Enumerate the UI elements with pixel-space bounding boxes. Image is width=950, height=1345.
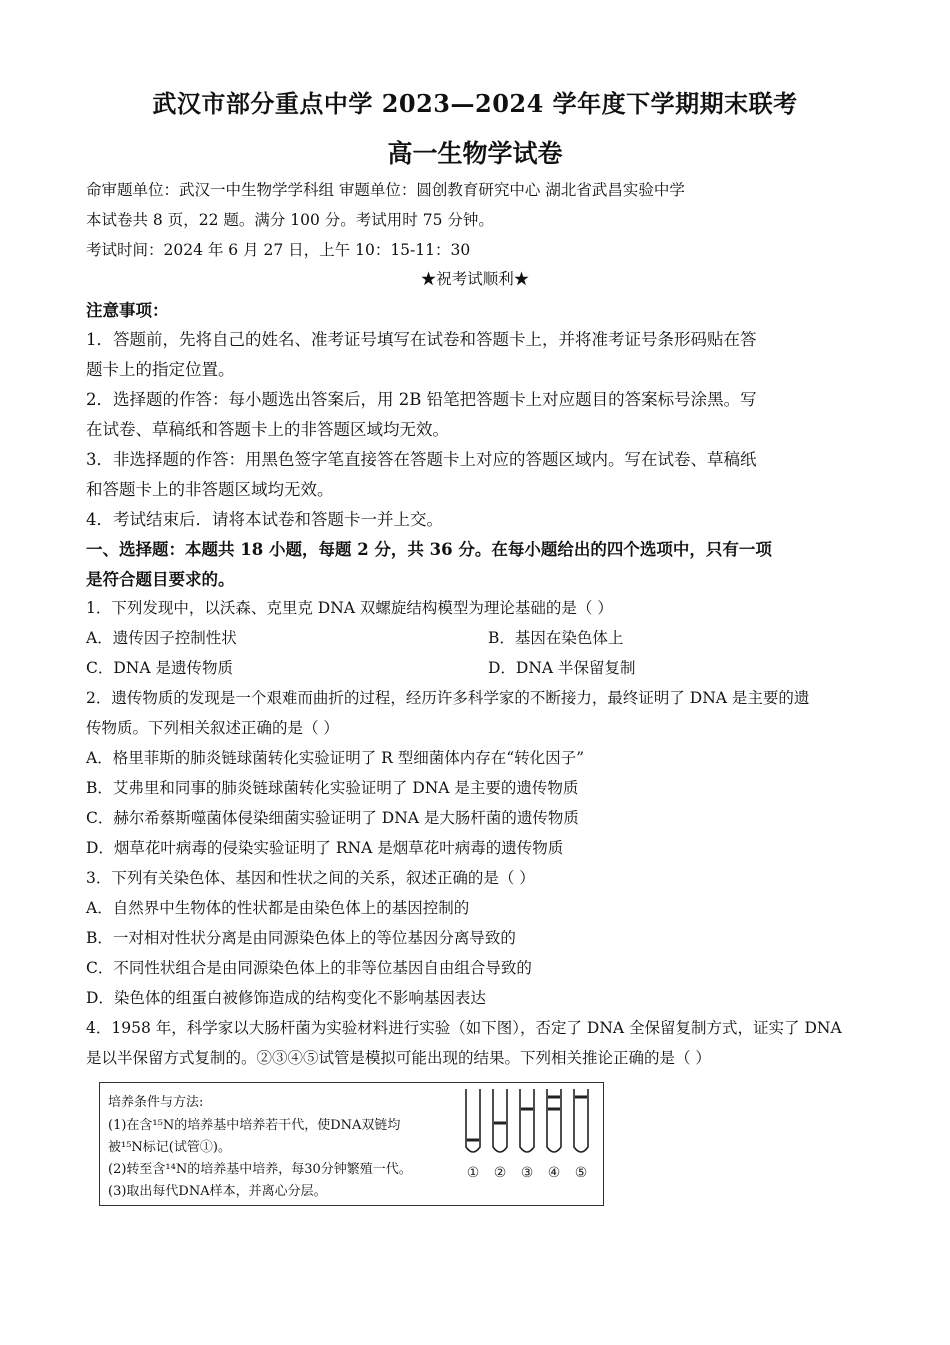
note-line: 4．考试结束后．请将本试卷和答题卡一并上交。 (86, 510, 443, 529)
option-b: B．基因在染色体上 (488, 629, 624, 647)
tube-label: ⑤ (574, 1165, 588, 1181)
note-line: 和答题卡上的非答题区域均无效。 (86, 480, 334, 499)
notes-heading: 注意事项： (86, 301, 169, 320)
test-tube-4 (547, 1089, 561, 1152)
test-tube-1 (466, 1089, 480, 1152)
option-c: C．不同性状组合是由同源染色体上的非等位基因自由组合导致的 (86, 959, 532, 977)
option-d: D．染色体的组蛋白被修饰造成的结构变化不影响基因表达 (86, 989, 486, 1007)
note-line: 在试卷、草稿纸和答题卡上的非答题区域均无效。 (86, 420, 449, 439)
note-line: 1．答题前，先将自己的姓名、准考证号填写在试卷和答题卡上，并将准考证号条形码贴在答 (86, 330, 757, 349)
note-line: 题卡上的指定位置。 (86, 360, 235, 379)
option-a: A．遗传因子控制性状 (86, 629, 237, 647)
option-c: C．DNA 是遗传物质 (86, 659, 233, 677)
option-d: D．烟草花叶病毒的侵染实验证明了 RNA 是烟草花叶病毒的遗传物质 (86, 839, 564, 857)
test-tubes-diagram (460, 1085, 600, 1203)
figure-step: 被¹⁵N标记(试管①)。 (108, 1140, 231, 1155)
exam-subtitle: 高一生物学试卷 (387, 139, 563, 168)
figure-step: (2)转至含¹⁴N的培养基中培养，每30分钟繁殖一代。 (108, 1162, 412, 1177)
question-stem: 3．下列有关染色体、基因和性状之间的关系，叙述正确的是（ ） (86, 869, 535, 887)
question-stem: 4．1958 年，科学家以大肠杆菌为实验材料进行实验（如下图），否定了 DNA 全保留复制方式，证实了 DNA (86, 1019, 842, 1037)
question-stem: 是以半保留方式复制的。②③④⑤试管是模拟可能出现的结果。下列相关推论正确的是（ ） (86, 1049, 711, 1067)
note-line: 2．选择题的作答：每小题选出答案后，用 2B 铅笔把答题卡上对应题目的答案标号涂黑。写 (86, 390, 757, 409)
section-heading: 一、选择题：本题共 18 小题，每题 2 分，共 36 分。在每小题给出的四个选项中，只有一项 (86, 540, 772, 559)
option-a: A．格里菲斯的肺炎链球菌转化实验证明了 R 型细菌体内存在“转化因子” (86, 749, 585, 767)
exam-time: 考试时间：2024 年 6 月 27 日，上午 10：15-11：30 (86, 241, 471, 259)
tube-label: ③ (520, 1165, 534, 1181)
exam-info: 本试卷共 8 页，22 题。满分 100 分。考试用时 75 分钟。 (86, 211, 494, 229)
test-tube-3 (520, 1089, 534, 1152)
tube-label: ① (466, 1165, 480, 1181)
experiment-figure (99, 1082, 604, 1206)
option-b: B．一对相对性状分离是由同源染色体上的等位基因分离导致的 (86, 929, 516, 947)
figure-step: (1)在含¹⁵N的培养基中培养若干代，使DNA双链均 (108, 1118, 401, 1133)
figure-step: (3)取出每代DNA样本，并离心分层。 (108, 1184, 327, 1199)
tube-label: ② (493, 1165, 507, 1181)
good-luck-line: ★祝考试顺利★ (420, 270, 530, 288)
authors-line: 命审题单位：武汉一中生物学学科组 审题单位：圆创教育研究中心 湖北省武昌实验中学 (86, 181, 685, 199)
question-stem: 1．下列发现中，以沃森、克里克 DNA 双螺旋结构模型为理论基础的是（ ） (86, 599, 613, 617)
note-line: 3．非选择题的作答：用黑色签字笔直接答在答题卡上对应的答题区域内。写在试卷、草稿纸 (86, 450, 757, 469)
question-stem: 2．遗传物质的发现是一个艰难而曲折的过程，经历许多科学家的不断接力，最终证明了 DNA 是主要的遗 (86, 689, 810, 707)
test-tube-2 (493, 1089, 507, 1152)
question-stem: 传物质。下列相关叙述正确的是（ ） (86, 719, 339, 737)
tube-label: ④ (547, 1165, 561, 1181)
figure-heading: 培养条件与方法: (108, 1095, 204, 1110)
option-c: C．赫尔希蔡斯噬菌体侵染细菌实验证明了 DNA 是大肠杆菌的遗传物质 (86, 809, 579, 827)
exam-title: 武汉市部分重点中学 2023—2024 学年度下学期期末联考 (152, 89, 798, 118)
section-heading: 是符合题目要求的。 (86, 570, 235, 589)
option-d: D．DNA 半保留复制 (488, 659, 636, 677)
option-a: A．自然界中生物体的性状都是由染色体上的基因控制的 (86, 899, 470, 917)
test-tube-5 (574, 1089, 588, 1152)
option-b: B．艾弗里和同事的肺炎链球菌转化实验证明了 DNA 是主要的遗传物质 (86, 779, 579, 797)
